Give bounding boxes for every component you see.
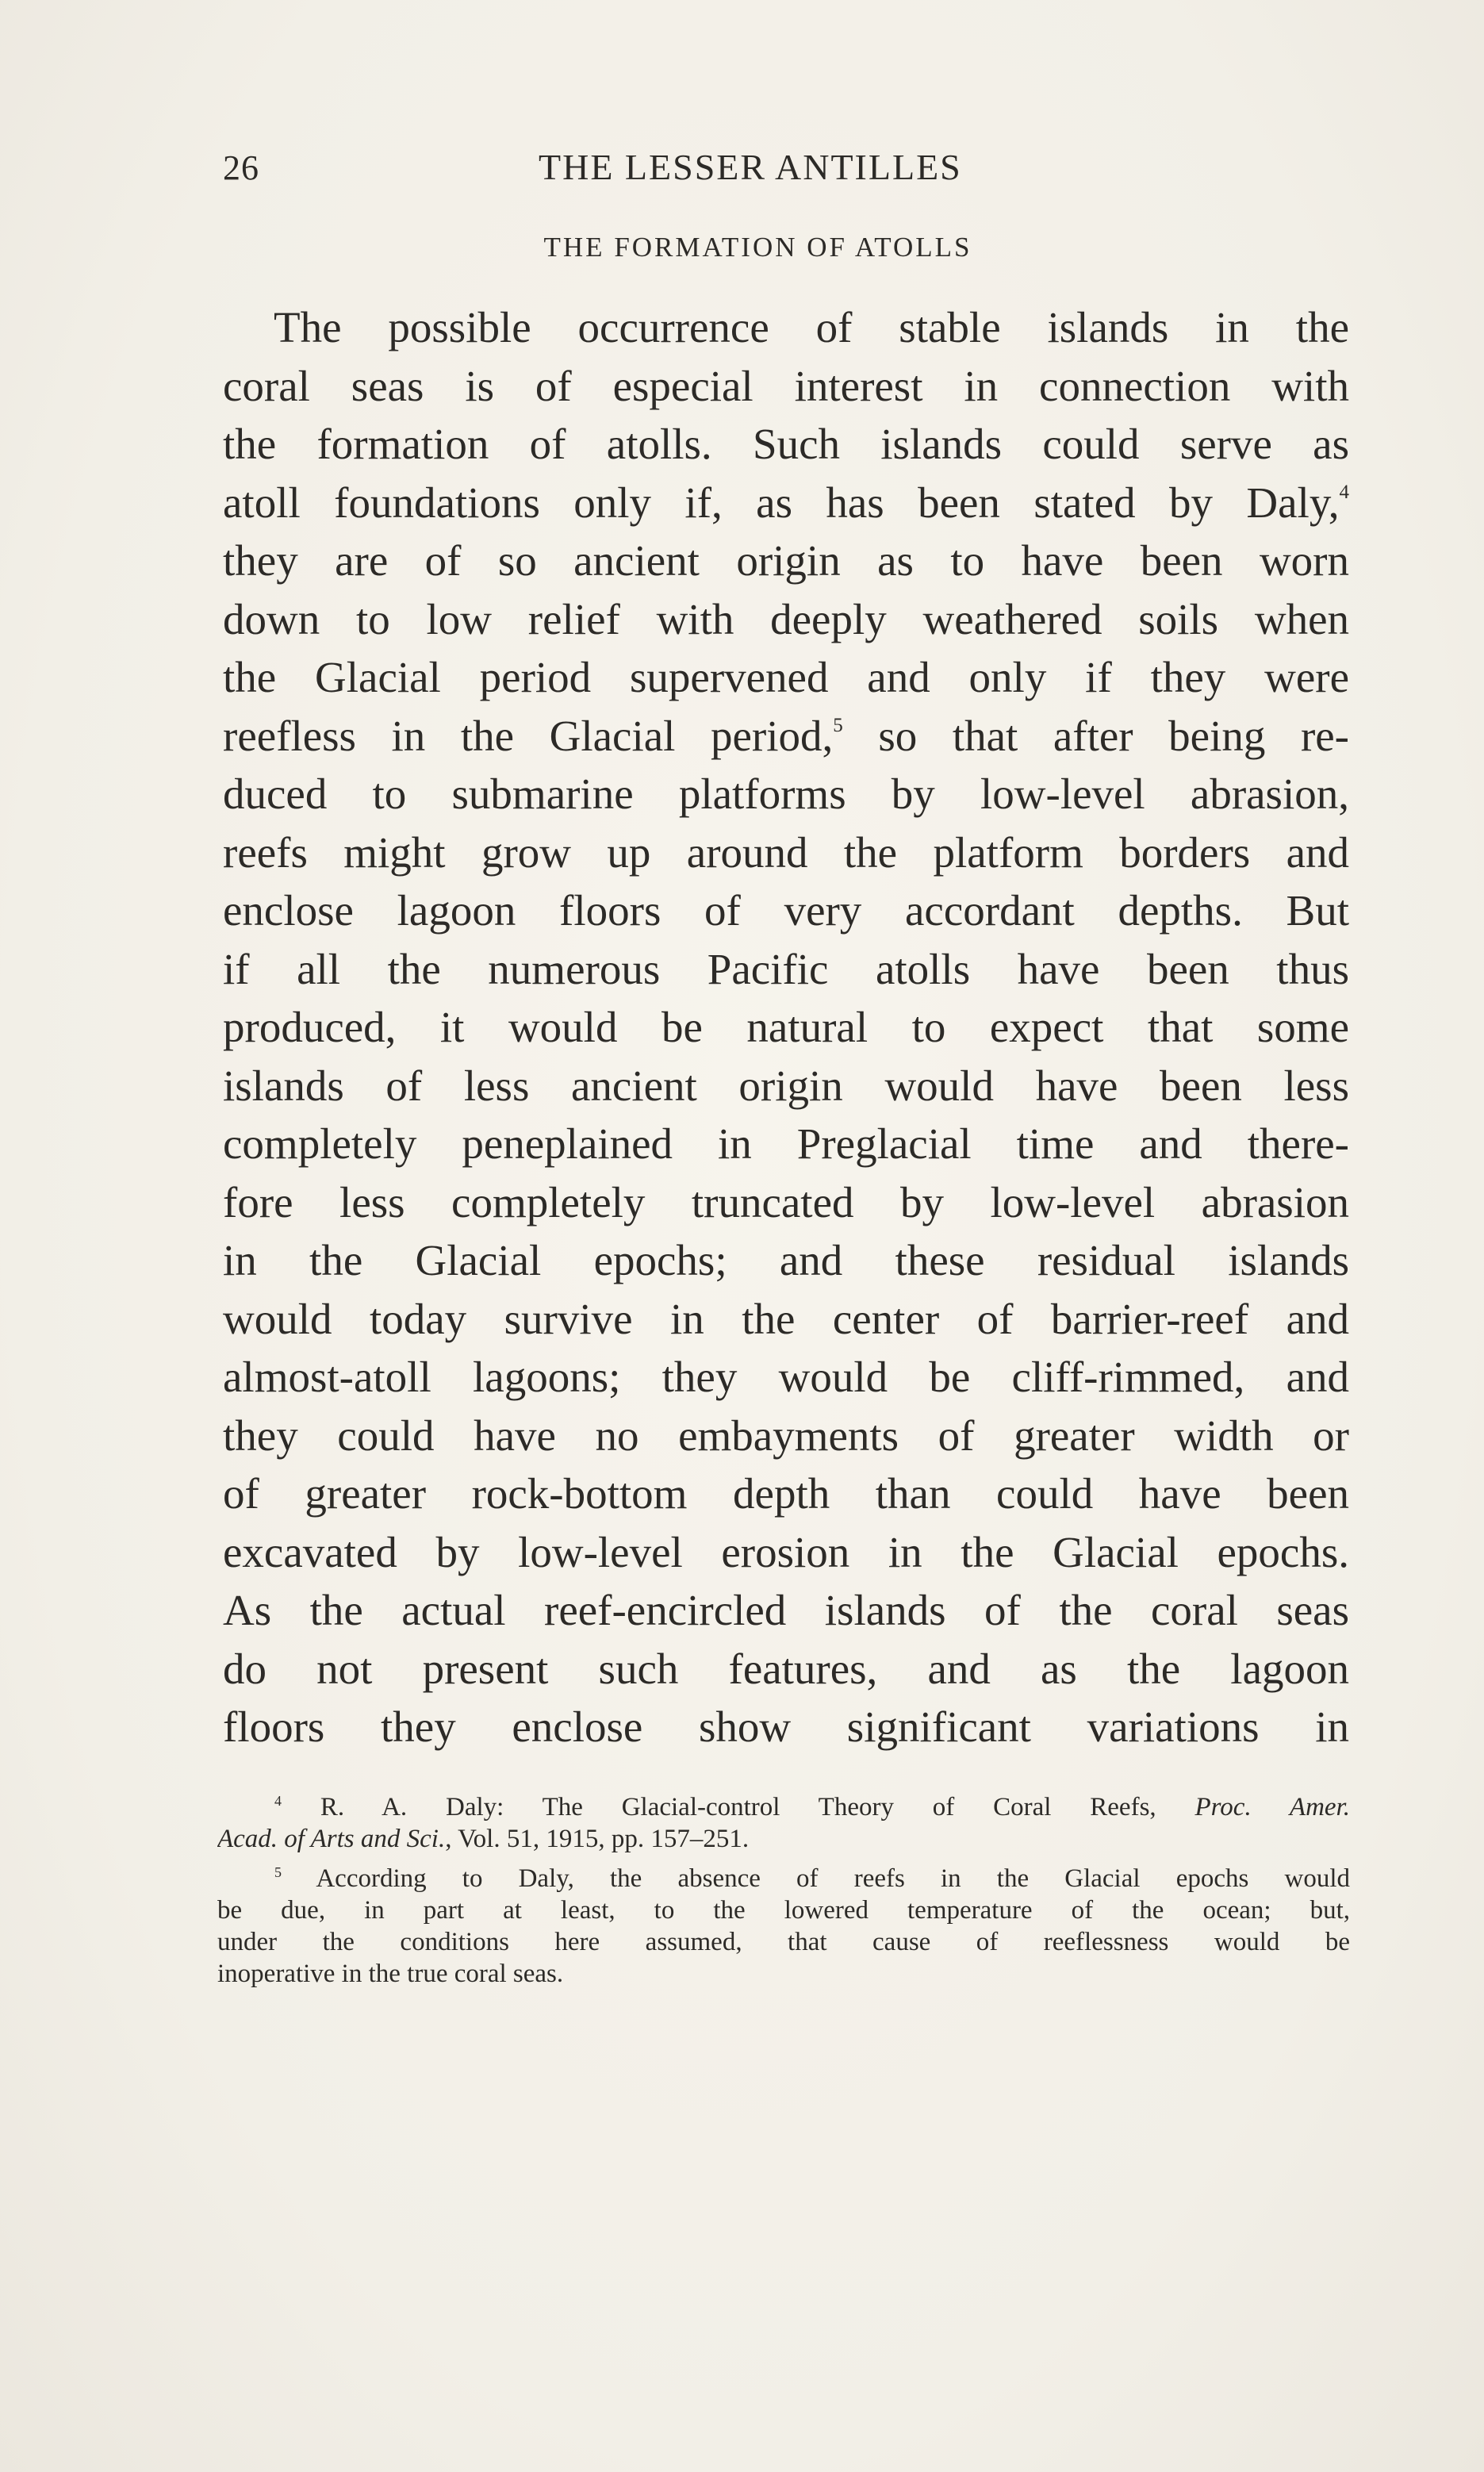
footnote-4-continued — [217, 1823, 1350, 1855]
body-line: the Glacial period supervened and only if they were — [223, 653, 1349, 701]
body-line: coral seas is of especial interest in connection with — [223, 361, 1349, 410]
body-line: the formation of atolls. Such islands could serve as — [223, 420, 1349, 468]
body-line: reefs might grow up around the platform borders and — [223, 827, 1349, 877]
body-line: floors they enclose show significant variations in — [223, 1702, 1349, 1751]
body-line: The possible occurrence of stable islands in the — [274, 303, 1349, 351]
body-line: do not present such features, and as the lagoon — [223, 1644, 1349, 1693]
footnote-marker-4: 4 — [274, 1793, 282, 1809]
body-line — [223, 474, 1349, 532]
body-paragraph — [223, 298, 1349, 1756]
body-line: produced, it would be natural to expect that some — [223, 1003, 1349, 1051]
body-line-text-continued: so that after being re- — [842, 711, 1349, 760]
body-line: of greater rock-bottom depth than could have been — [223, 1469, 1349, 1518]
body-line: As the actual reef-encircled islands of the coral seas — [223, 1586, 1349, 1634]
body-line: in the Glacial epochs; and these residual islands — [223, 1236, 1349, 1284]
body-line: almost-atoll lagoons; they would be cliff-rimmed, and — [223, 1353, 1349, 1401]
footnotes — [217, 1791, 1350, 1990]
footnote-5-continued: be due, in part at least, to the lowered temperature of the ocean; but, — [217, 1896, 1350, 1925]
running-header — [0, 141, 1484, 197]
footnote-journal: Acad. of Arts and Sci. — [217, 1825, 446, 1853]
body-line-text: atoll foundations only if, as has been stated by Daly, — [223, 478, 1340, 527]
body-line: duced to submarine platforms by low-level abrasion, — [223, 770, 1349, 818]
page-number: 26 — [223, 148, 259, 187]
body-line: islands of less ancient origin would have been less — [223, 1061, 1349, 1110]
footnote-text: According to Daly, the absence of reefs in the Glacial epochs would — [282, 1864, 1350, 1893]
footnote-text: , Vol. 51, 1915, pp. 157–251. — [445, 1825, 750, 1853]
body-line: they are of so ancient origin as to have been worn — [223, 536, 1349, 585]
footnote-text: R. A. Daly: The Glacial-control Theory of Coral Reefs, — [282, 1793, 1156, 1821]
footnote-spacer — [217, 1855, 1350, 1863]
footnote-4 — [217, 1791, 1350, 1823]
body-line: excavated by low-level erosion in the Glacial epochs. — [223, 1527, 1349, 1576]
footnote-marker-5: 5 — [274, 1864, 282, 1880]
running-title: THE LESSER ANTILLES — [539, 147, 962, 187]
footnote-ref-5: 5 — [833, 714, 843, 736]
body-line: completely peneplained in Preglacial time and there- — [223, 1119, 1349, 1168]
footnote-5 — [217, 1863, 1350, 1894]
body-line: if all the numerous Pacific atolls have been thus — [223, 944, 1349, 993]
body-line: fore less completely truncated by low-level abrasion — [223, 1177, 1349, 1226]
section-heading: THE FORMATION OF ATOLLS — [543, 232, 972, 263]
body-line: would today survive in the center of barrier-reef and — [223, 1294, 1349, 1343]
footnote-journal: Proc. Amer. — [1194, 1793, 1350, 1821]
footnote-5-continued: inoperative in the true coral seas. — [217, 1960, 564, 1988]
body-line: down to low relief with deeply weathered soils when — [223, 594, 1349, 643]
body-line-text: reefless in the Glacial period, — [223, 711, 834, 760]
body-line: they could have no embayments of greater width or — [223, 1411, 1349, 1460]
footnote-ref-4: 4 — [1339, 481, 1349, 503]
body-line: enclose lagoon floors of very accordant depths. But — [223, 886, 1349, 935]
body-line — [223, 707, 1349, 766]
footnote-5-continued: under the conditions here assumed, that cause of reeflessness would be — [217, 1928, 1350, 1956]
